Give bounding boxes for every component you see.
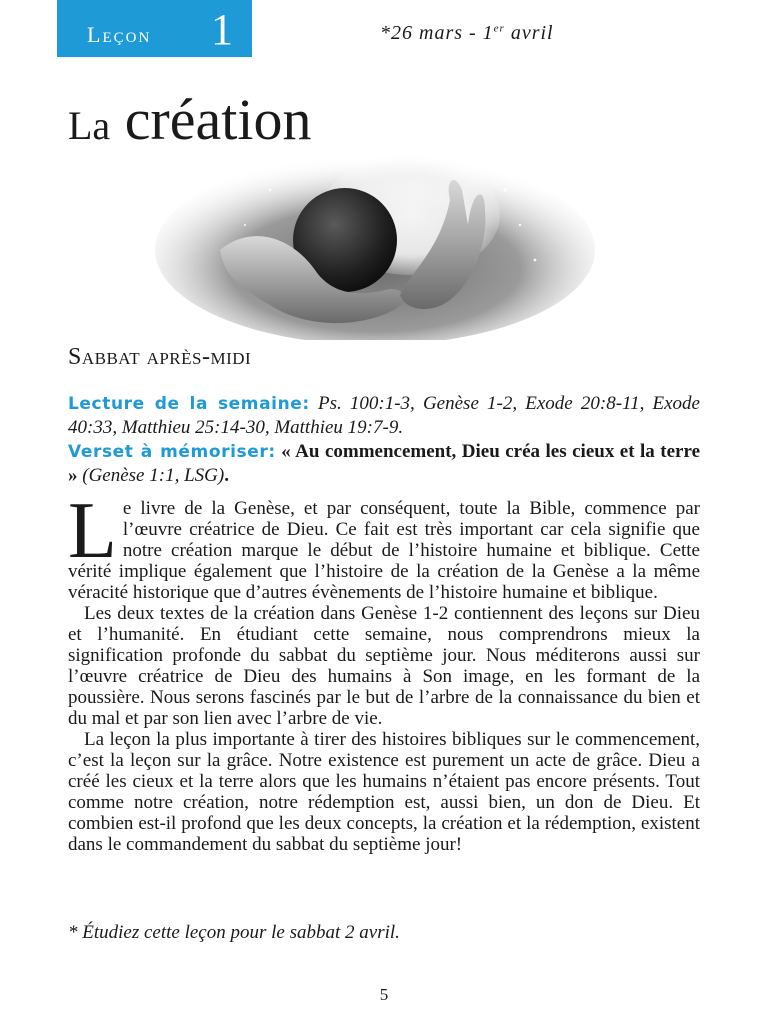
- weekly-reading-label: Lecture de la semaine:: [68, 394, 310, 414]
- body-paragraph-2: Les deux textes de la création dans Genèse 1-2 contiennent des leçons sur Dieu et l’humanité. En étudiant cette semaine, nous comprendrons mieux la signification profonde du sabbat du septième jour. Nous méditerons aussi sur l’œuvre créatrice de Dieu des humains à Son image, en les formant de la poussière. Nous serons fascinés par le but de l’arbre de la connaissance du bien et du mal et par son lien avec l’arbre de vie.: [68, 603, 700, 729]
- lesson-tab: [57, 0, 252, 57]
- title-article: La: [68, 103, 111, 148]
- lesson-number: 1: [211, 5, 233, 54]
- memory-verse-text: « Au commencement, Dieu créa les cieux et la terre »: [68, 441, 700, 486]
- lesson-label: Leçon: [87, 22, 152, 47]
- date-prefix: *26 mars - 1: [380, 22, 494, 44]
- memory-verse-label: Verset à mémoriser:: [68, 442, 276, 462]
- body-text: [68, 487, 700, 855]
- section-heading: Sabbat après-midi: [68, 344, 252, 370]
- title-main: création: [124, 87, 312, 152]
- footnote: * Étudiez cette leçon pour le sabbat 2 avril.: [68, 922, 400, 943]
- drop-cap: L: [68, 487, 117, 575]
- body-paragraph-1: [68, 487, 700, 603]
- body-paragraph-3: La leçon la plus importante à tirer des histoires bibliques sur le commencement, c’est la leçon sur la grâce. Notre existence est purement un acte de grâce. Dieu a créé les cieux et la terre alors que les humains n’étaient pas encore présents. Tout comme notre création, notre rédemption est, aussi bien, un don de Dieu. Et combien est-il profond que les deux concepts, la création et la rédemption, existent dans le commandement du sabbat du septième jour!: [68, 729, 700, 855]
- memory-verse-ref: (Genèse 1:1, LSG): [82, 465, 225, 486]
- date-range: [380, 22, 554, 45]
- memory-verse-end: .: [224, 465, 229, 486]
- body-paragraph-1-text: e livre de la Genèse, et par conséquent, toute la Bible, commence par l’œuvre créatrice de Dieu. Ce fait est très important car cela signifie que notre création marque le début de l’histoire humaine et biblique. Cette vérité implique également que l’histoire de la création de la Genèse a la même véracité historique que d’autres évènements de l’histoire humaine et biblique.: [68, 498, 700, 603]
- weekly-reading-refs: Ps. 100:1-3, Genèse 1-2, Exode 20:8-11, Exode 40:33, Matthieu 25:14-30, Matthieu 19:7-9.: [68, 393, 700, 438]
- date-suffix: avril: [504, 22, 554, 44]
- weekly-reading: [68, 392, 700, 439]
- hands-holding-earth-illustration: [150, 130, 600, 340]
- date-superscript: er: [493, 22, 505, 35]
- page-number: 5: [379, 985, 389, 1004]
- memory-verse: [68, 440, 700, 487]
